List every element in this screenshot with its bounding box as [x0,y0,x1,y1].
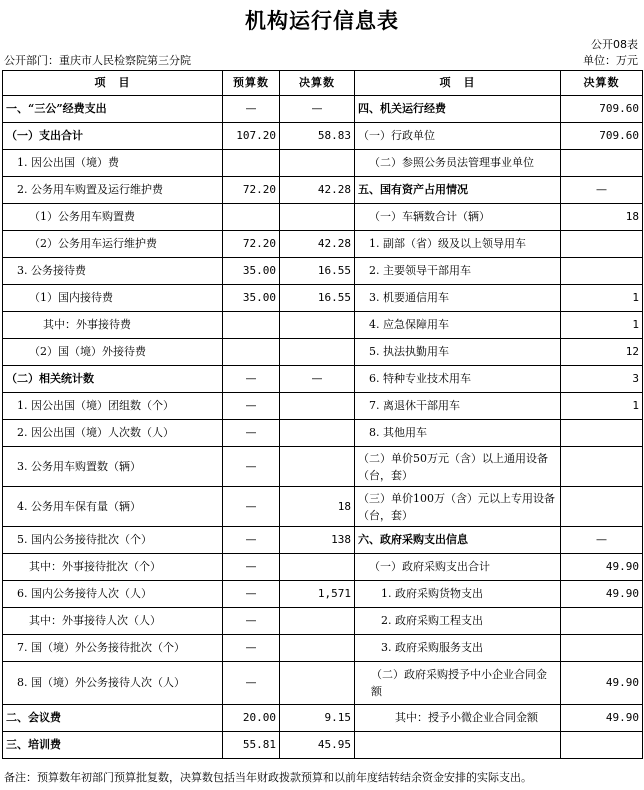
table-row [3,705,643,732]
table-row [3,393,643,420]
table-row [3,608,643,635]
right-item: 3. 政府采购服务支出 [355,635,561,662]
table-row [3,339,643,366]
budget-cell: — [223,447,280,487]
budget-cell: — [223,581,280,608]
table-row [3,150,643,177]
right-item: 8. 其他用车 [355,420,561,447]
final-cell [280,447,355,487]
right-value [561,150,643,177]
budget-cell [223,204,280,231]
right-item: （一）车辆数合计（辆） [355,204,561,231]
right-item: 3. 机要通信用车 [355,285,561,312]
left-item: 二、会议费 [3,705,223,732]
right-item: （二）单价50万元（含）以上通用设备（台，套） [355,447,561,487]
right-item: （一）行政单位 [355,123,561,150]
final-cell [280,608,355,635]
final-cell [280,635,355,662]
budget-cell: — [223,635,280,662]
budget-cell [223,312,280,339]
right-value: 709.60 [561,96,643,123]
final-cell: 1,571 [280,581,355,608]
table-row [3,487,643,527]
final-cell: 58.83 [280,123,355,150]
right-value: 1 [561,312,643,339]
final-cell [280,312,355,339]
budget-cell: — [223,608,280,635]
right-value: — [561,177,643,204]
budget-cell: 72.20 [223,231,280,258]
right-value: 49.90 [561,705,643,732]
info-table [2,70,643,759]
right-value: 3 [561,366,643,393]
left-item: 6. 国内公务接待人次（人） [3,581,223,608]
table-row [3,527,643,554]
budget-cell: — [223,487,280,527]
right-item: 五、国有资产占用情况 [355,177,561,204]
right-value [561,231,643,258]
final-cell: 45.95 [280,732,355,759]
left-item: 其中：外事接待费 [3,312,223,339]
final-cell [280,393,355,420]
budget-cell: 72.20 [223,177,280,204]
left-item: 5. 国内公务接待批次（个） [3,527,223,554]
final-cell [280,662,355,705]
right-item [355,732,561,759]
right-item: 6. 特种专业技术用车 [355,366,561,393]
right-item: 四、机关运行经费 [355,96,561,123]
final-cell: 16.55 [280,285,355,312]
left-item: 其中：外事接待人次（人） [3,608,223,635]
right-value [561,635,643,662]
left-item: （一）支出合计 [3,123,223,150]
table-row [3,177,643,204]
right-item: 5. 执法执勤用车 [355,339,561,366]
right-item: （一）政府采购支出合计 [355,554,561,581]
budget-cell: — [223,554,280,581]
table-row [3,581,643,608]
right-value [561,487,643,527]
final-cell [280,339,355,366]
left-item: （二）相关统计数 [3,366,223,393]
final-cell [280,150,355,177]
table-row [3,312,643,339]
left-item: （2）国（境）外接待费 [3,339,223,366]
right-item: （三）单价100万（含）元以上专用设备（台，套） [355,487,561,527]
right-item: 7. 离退休干部用车 [355,393,561,420]
budget-cell: 35.00 [223,285,280,312]
table-code: 公开08表 [591,38,638,51]
right-value [561,420,643,447]
right-value: 12 [561,339,643,366]
footnote: 备注：预算数年初部门预算批复数，决算数包括当年财政拨款预算和以前年度结转结余资金安排的实际支出。 [4,771,532,784]
budget-cell: — [223,96,280,123]
right-value: 1 [561,285,643,312]
right-value: 18 [561,204,643,231]
left-item: （2）公务用车运行维护费 [3,231,223,258]
header-item-right: 项 目 [355,71,561,96]
table-row [3,285,643,312]
right-value: 49.90 [561,554,643,581]
left-item: 1. 因公出国（境）费 [3,150,223,177]
left-item: 3. 公务接待费 [3,258,223,285]
final-cell: — [280,366,355,393]
left-item: （1）国内接待费 [3,285,223,312]
left-item: 2. 公务用车购置及运行维护费 [3,177,223,204]
table-row [3,662,643,705]
left-item: 7. 国（境）外公务接待批次（个） [3,635,223,662]
budget-cell: 35.00 [223,258,280,285]
table-row [3,258,643,285]
right-value [561,732,643,759]
final-cell: 18 [280,487,355,527]
right-item: 六、政府采购支出信息 [355,527,561,554]
table-title: 机构运行信息表 [245,8,399,33]
right-value [561,258,643,285]
table-row [3,366,643,393]
left-item: 三、培训费 [3,732,223,759]
right-item: （二）参照公务员法管理事业单位 [355,150,561,177]
budget-cell: — [223,420,280,447]
table-row [3,204,643,231]
right-item: 1. 副部（省）级及以上领导用车 [355,231,561,258]
header-budget: 预算数 [223,71,280,96]
table-row [3,123,643,150]
budget-cell [223,339,280,366]
final-cell: 16.55 [280,258,355,285]
left-item: 3. 公务用车购置数（辆） [3,447,223,487]
budget-cell: 107.20 [223,123,280,150]
table-row [3,231,643,258]
final-cell: 138 [280,527,355,554]
right-value [561,447,643,487]
final-cell [280,420,355,447]
table-row [3,732,643,759]
table-row [3,635,643,662]
left-item: 1. 因公出国（境）团组数（个） [3,393,223,420]
right-value: — [561,527,643,554]
right-value: 1 [561,393,643,420]
right-value: 709.60 [561,123,643,150]
budget-cell: — [223,366,280,393]
department-label: 公开部门：重庆市人民检察院第三分院 [4,54,191,67]
final-cell: — [280,96,355,123]
table-row [3,447,643,487]
right-item: 4. 应急保障用车 [355,312,561,339]
header-item: 项 目 [3,71,223,96]
budget-cell: 55.81 [223,732,280,759]
header-final: 决算数 [280,71,355,96]
table-row [3,96,643,123]
right-item: 其中：授予小微企业合同金额 [355,705,561,732]
right-item: （二）政府采购授予中小企业合同金额 [355,662,561,705]
budget-cell: — [223,527,280,554]
left-item: （1）公务用车购置费 [3,204,223,231]
right-value: 49.90 [561,581,643,608]
final-cell: 42.28 [280,231,355,258]
budget-cell: — [223,662,280,705]
right-item: 2. 政府采购工程支出 [355,608,561,635]
right-item: 1. 政府采购货物支出 [355,581,561,608]
budget-cell: 20.00 [223,705,280,732]
budget-cell [223,150,280,177]
right-value: 49.90 [561,662,643,705]
budget-cell: — [223,393,280,420]
left-item: 4. 公务用车保有量（辆） [3,487,223,527]
table-row [3,554,643,581]
left-item: 一、“三公”经费支出 [3,96,223,123]
right-value [561,608,643,635]
final-cell [280,204,355,231]
header-final-right: 决算数 [561,71,643,96]
left-item: 其中：外事接待批次（个） [3,554,223,581]
unit-label: 单位：万元 [583,54,638,67]
left-item: 8. 国（境）外公务接待人次（人） [3,662,223,705]
left-item: 2. 因公出国（境）人次数（人） [3,420,223,447]
right-item: 2. 主要领导干部用车 [355,258,561,285]
final-cell [280,554,355,581]
final-cell: 9.15 [280,705,355,732]
final-cell: 42.28 [280,177,355,204]
table-row [3,420,643,447]
